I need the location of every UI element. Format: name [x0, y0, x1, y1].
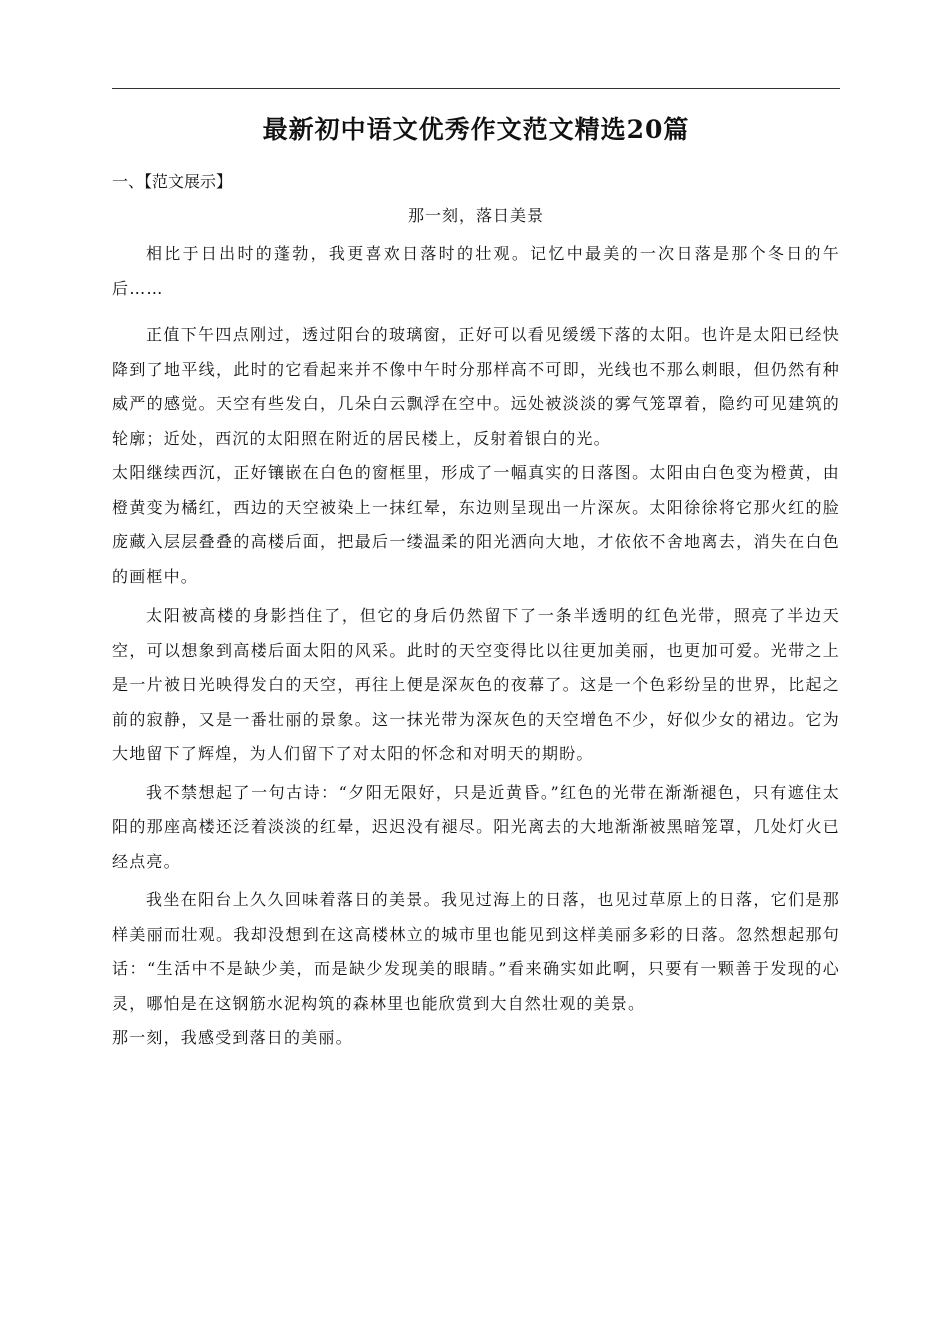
header-rule: [112, 88, 840, 89]
essay-title: 那一刻，落日美景: [407, 206, 544, 225]
paragraph-7: 那一刻，我感受到落日的美丽。: [112, 1028, 353, 1047]
paragraph-5: 我不禁想起了一句古诗：“夕阳无限好，只是近黄昏。”红色的光带在渐渐褪色，只有遮住太阳的那座高楼还泛着淡淡的红晕，迟迟没有褪尽。阳光离去的大地渐渐被黑暗笼罩，几处灯火已经点亮。: [112, 782, 840, 871]
essay-body: [112, 237, 840, 1056]
paragraph-3: 太阳继续西沉，正好镶嵌在白色的窗框里，形成了一幅真实的日落图。太阳由白色变为橙黄，由橙黄变为橘红，西边的天空被染上一抹红晕，东边则呈现出一片深灰。太阳徐徐将它那火红的脸庞藏入层层叠叠的高楼后面，把最后一缕温柔的阳光洒向大地，才依依不舍地离去，消失在白色的画框中。: [112, 463, 840, 586]
section-heading: 一、【范文展示】: [112, 172, 233, 191]
paragraph-1: 相比于日出时的蓬勃，我更喜欢日落时的壮观。记忆中最美的一次日落是那个冬日的午后……: [112, 244, 840, 298]
paragraph-4: 太阳被高楼的身影挡住了，但它的身后仍然留下了一条半透明的红色光带，照亮了半边天空，可以想象到高楼后面太阳的风采。此时的天空变得比以往更加美丽，也更加可爱。光带之上是一片被日光映得发白的天空，再往上便是深灰色的夜幕了。这是一个色彩纷呈的世界，比起之前的寂静，又是一番壮丽的景象。这一抹光带为深灰色的天空增色不少，好似少女的裙边。它为大地留下了辉煌，为人们留下了对太阳的怀念和对明天的期盼。: [112, 606, 840, 763]
paragraph-6: 我坐在阳台上久久回味着落日的美景。我见过海上的日落，也见过草原上的日落，它们是那样美丽而壮观。我却没想到在这高楼林立的城市里也能见到这样美丽多彩的日落。忽然想起那句话：“生活中不是缺少美，而是缺少发现美的眼睛。”看来确实如此啊，只要有一颗善于发现的心灵，哪怕是在这钢筋水泥构筑的森林里也能欣赏到大自然壮观的美景。: [112, 890, 840, 1013]
document-title: 最新初中语文优秀作文范文精选20篇: [262, 115, 690, 144]
paragraph-2: 正值下午四点刚过，透过阳台的玻璃窗，正好可以看见缓缓下落的太阳。也许是太阳已经快降到了地平线，此时的它看起来并不像中午时分那样高不可即，光线也不那么刺眼，但仍然有种威严的感觉。天空有些发白，几朵白云飘浮在空中。远处被淡淡的雾气笼罩着，隐约可见建筑的轮廓；近处，西沉的太阳照在附近的居民楼上，反射着银白的光。: [112, 325, 840, 448]
